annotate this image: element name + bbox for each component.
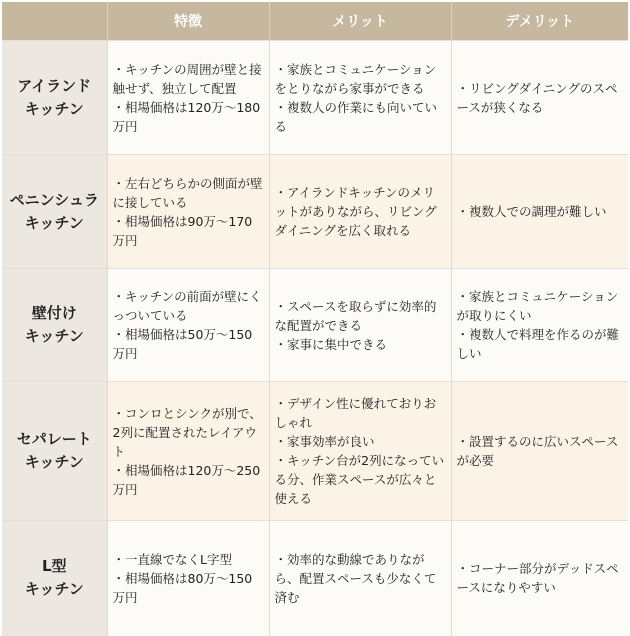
row-heading [2,41,107,155]
merits-cell [269,521,451,636]
demerits-cell [451,269,628,382]
demerits-cell [451,155,628,269]
table-row [2,155,628,269]
row-heading-line: L型 [41,557,67,576]
cell-item: ・デザイン性に優れておりおしゃれ [274,396,437,430]
row-heading-line: セパレート [16,430,92,448]
demerits-cell [451,382,628,521]
cell-item: ・コンロとシンクが別で、2列に配置されたレイアウト [112,405,262,459]
table-row [2,269,628,382]
row-heading-line: 壁付け [31,304,77,322]
cell-item: ・スペースを取らずに効率的な配置ができる [274,298,437,333]
cell-item: ・キッチンの周囲が壁と接触せず、独立して配置 [112,61,262,96]
cell-item: ・アイランドキッチンのメリットがありながら、リビングダイニングを広く取れる [274,185,437,238]
cell-item: ・リビングダイニングのスペースが狭くなる [456,80,618,115]
header-features: 特徴 [107,2,269,41]
row-heading [2,382,107,521]
cell-item: ・コーナー部分がデッドスペースになりやすい [456,561,619,596]
row-heading-line: キッチン [24,327,84,345]
cell-item: ・左右どちらかの側面が壁に接している [112,175,263,210]
row-heading-line: キッチン [24,453,84,471]
kitchen-comparison-table [2,2,628,636]
demerits-cell [451,41,628,155]
merits-cell [269,155,451,269]
cell-item: ・複数人での調理が難しい [456,204,607,219]
row-heading [2,521,107,636]
cell-item: ・家族とコミュニケーションが取りにくい [456,289,619,323]
table-row [2,41,628,155]
cell-item: ・一直線でなくL字型 [112,551,232,567]
row-heading-line: キッチン [24,213,84,232]
cell-item: ・設置するのに広いスペースが必要 [456,434,619,468]
demerits-cell [451,521,628,636]
features-cell [107,269,269,382]
cell-item: ・家事効率が良い [274,434,375,449]
merits-cell [269,269,451,382]
cell-item: ・相場価格は120万〜180万円 [112,99,261,134]
cell-item: ・家事に集中できる [274,336,388,352]
cell-item: ・相場価格は80万〜150万円 [112,570,253,605]
table-row [2,521,628,636]
cell-item: ・相場価格は120万〜250万円 [112,462,261,497]
table-row [2,382,628,521]
row-heading [2,269,107,382]
cell-item: ・キッチン台が2列になっている分、作業スペースが広々と使える [274,453,445,506]
merits-cell [269,41,451,155]
features-cell [107,41,269,155]
row-heading-line: アイランド [17,76,92,95]
cell-item: ・キッチンの前面が壁にくっついている [112,289,262,323]
cell-item: ・複数人の作業にも向いている [274,99,438,134]
features-cell [107,521,269,636]
header-blank-cell [2,2,107,41]
header-demerits: デメリット [451,2,628,41]
cell-item: ・相場価格は90万〜170万円 [112,213,253,248]
header-row [2,2,628,41]
cell-item: ・複数人で料理を作るのが難しい [456,327,620,361]
cell-item: ・効率的な動線でありながら、配置スペースも少なくて済む [274,551,437,605]
header-merits: メリット [269,2,451,41]
row-heading [2,155,107,269]
row-heading-line: ペニンシュラ [9,190,99,209]
row-heading-line: キッチン [24,99,84,118]
features-cell [107,382,269,521]
cell-item: ・家族とコミュニケーションをとりながら家事ができる [274,61,437,96]
cell-item: ・相場価格は50万〜150万円 [112,327,253,361]
features-cell [107,155,269,269]
row-heading-line: キッチン [24,580,84,599]
merits-cell [269,382,451,521]
